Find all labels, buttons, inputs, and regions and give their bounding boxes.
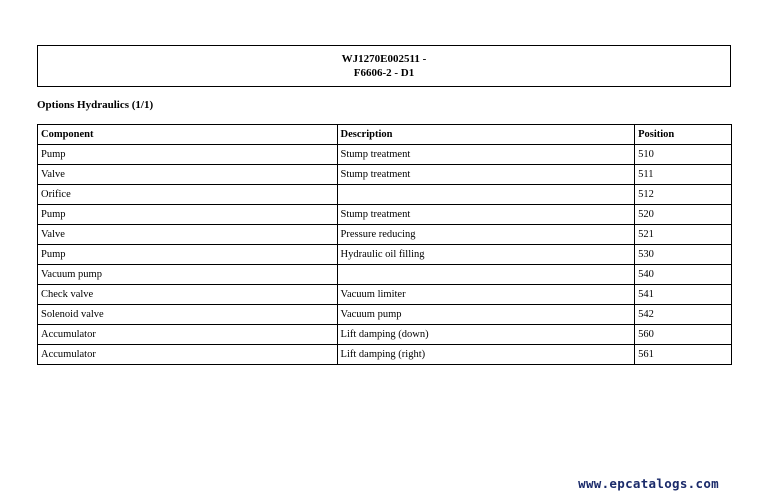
cell-component: Orifice <box>38 185 338 205</box>
table-row <box>38 265 732 285</box>
table-row <box>38 185 732 205</box>
cell-position: 560 <box>635 325 732 345</box>
cell-description: Hydraulic oil filling <box>337 245 635 265</box>
cell-description: Stump treatment <box>337 205 635 225</box>
cell-description: Lift damping (right) <box>337 345 635 365</box>
table-row <box>38 325 732 345</box>
cell-description: Pressure reducing <box>337 225 635 245</box>
table-row <box>38 345 732 365</box>
cell-description: Stump treatment <box>337 165 635 185</box>
cell-description <box>337 265 635 285</box>
table-row <box>38 145 732 165</box>
table-row <box>38 225 732 245</box>
cell-position: 510 <box>635 145 732 165</box>
cell-component: Vacuum pump <box>38 265 338 285</box>
cell-component: Accumulator <box>38 345 338 365</box>
table-row <box>38 285 732 305</box>
document-id: WJ1270E002511 - <box>341 53 427 65</box>
cell-component: Pump <box>38 245 338 265</box>
column-header-description: Description <box>337 125 635 145</box>
column-header-component: Component <box>38 125 338 145</box>
cell-component: Valve <box>38 165 338 185</box>
table-row <box>38 305 732 325</box>
cell-description: Vacuum limiter <box>337 285 635 305</box>
cell-description: Vacuum pump <box>337 305 635 325</box>
watermark-url: www.epcatalogs.com <box>578 476 719 491</box>
cell-description: Stump treatment <box>337 145 635 165</box>
cell-position: 542 <box>635 305 732 325</box>
cell-position: 521 <box>635 225 732 245</box>
document-code: F6606-2 - D1 <box>353 67 415 79</box>
cell-component: Solenoid valve <box>38 305 338 325</box>
cell-description <box>337 185 635 205</box>
table-header-row <box>38 125 732 145</box>
table-row <box>38 245 732 265</box>
cell-position: 541 <box>635 285 732 305</box>
cell-component: Check valve <box>38 285 338 305</box>
cell-component: Accumulator <box>38 325 338 345</box>
column-header-position: Position <box>635 125 732 145</box>
cell-position: 512 <box>635 185 732 205</box>
cell-component: Valve <box>38 225 338 245</box>
section-title: Options Hydraulics (1/1) <box>37 99 154 111</box>
cell-description: Lift damping (down) <box>337 325 635 345</box>
table-row <box>38 165 732 185</box>
cell-position: 520 <box>635 205 732 225</box>
cell-position: 511 <box>635 165 732 185</box>
parts-table <box>37 124 732 365</box>
table-row <box>38 205 732 225</box>
cell-position: 540 <box>635 265 732 285</box>
cell-position: 561 <box>635 345 732 365</box>
cell-component: Pump <box>38 205 338 225</box>
cell-position: 530 <box>635 245 732 265</box>
cell-component: Pump <box>38 145 338 165</box>
document-header-box <box>37 45 731 87</box>
